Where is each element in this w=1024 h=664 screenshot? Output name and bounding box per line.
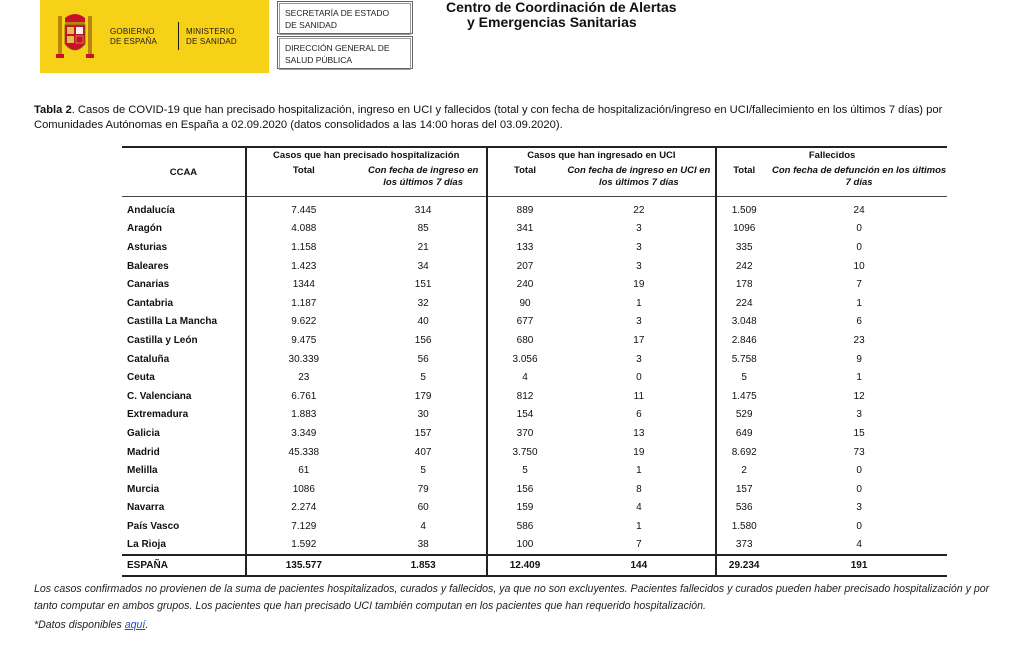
value-cell: 151 bbox=[414, 279, 432, 291]
value-cell: 5 bbox=[487, 461, 563, 480]
footnote-text: Los casos confirmados no provienen de la suma de pacientes hospitalizados, curados y fallecidos, ya que no son excluyentes. Pacientes fallecidos y curados pueden haber precisado hospitalización y por tanto computar en ambos grupos. Los pacientes que han precisado UCI también computan en los pacientes que han requerido hospitalización. bbox=[34, 583, 990, 612]
table-row bbox=[122, 275, 947, 294]
value-cell: 90 bbox=[487, 294, 563, 313]
value-cell: 1096 bbox=[716, 220, 771, 239]
value-cell: 1.509 bbox=[716, 197, 771, 220]
value-cell: 191 bbox=[771, 555, 947, 576]
value-cell: 30 bbox=[417, 409, 429, 421]
value-cell: 3 bbox=[856, 502, 862, 514]
value-cell: 6 bbox=[636, 409, 642, 421]
group-hospitalizacion-header: Casos que han precisado hospitalización bbox=[246, 147, 487, 163]
table-row bbox=[122, 499, 947, 518]
value-cell: 85 bbox=[417, 223, 429, 235]
datos-link[interactable]: aquí bbox=[124, 619, 146, 631]
value-cell: 7 bbox=[856, 279, 862, 291]
ccaa-name-cell: La Rioja bbox=[127, 539, 166, 551]
value-cell: 1 bbox=[636, 520, 642, 532]
value-cell: 5 bbox=[420, 372, 426, 384]
value-cell: 40 bbox=[417, 316, 429, 328]
value-cell: 5 bbox=[716, 368, 771, 387]
value-cell: 1.883 bbox=[246, 406, 361, 425]
value-cell: 133 bbox=[487, 238, 563, 257]
def-total-header: Total bbox=[716, 163, 771, 197]
covid-table bbox=[122, 146, 947, 577]
table-row bbox=[122, 443, 947, 462]
value-cell: 56 bbox=[417, 353, 429, 365]
value-cell: 3 bbox=[636, 223, 642, 235]
value-cell: 536 bbox=[716, 499, 771, 518]
table-row bbox=[122, 350, 947, 369]
value-cell: 529 bbox=[716, 406, 771, 425]
table-row bbox=[122, 480, 947, 499]
value-cell: 7 bbox=[636, 539, 642, 551]
ccaa-name-cell: ESPAÑA bbox=[122, 555, 246, 576]
ministerio-text: MINISTERIO DE SANIDAD bbox=[186, 27, 237, 46]
value-cell: 1.580 bbox=[716, 517, 771, 536]
value-cell: 8 bbox=[636, 483, 642, 495]
value-cell: 335 bbox=[716, 238, 771, 257]
value-cell: 1.853 bbox=[361, 555, 487, 576]
value-cell: 3.048 bbox=[716, 313, 771, 332]
value-cell: 100 bbox=[487, 536, 563, 556]
total-row bbox=[122, 555, 947, 576]
value-cell: 224 bbox=[716, 294, 771, 313]
value-cell: 0 bbox=[856, 520, 862, 532]
value-cell: 207 bbox=[487, 257, 563, 276]
ccaa-name-cell: Castilla La Mancha bbox=[127, 316, 218, 328]
hosp-7d-header: Con fecha de ingreso en los últimos 7 días bbox=[361, 163, 487, 197]
table-row bbox=[122, 257, 947, 276]
value-cell: 3.349 bbox=[246, 424, 361, 443]
value-cell: 1 bbox=[636, 465, 642, 477]
ccaa-header: CCAA bbox=[122, 147, 246, 197]
table-row bbox=[122, 294, 947, 313]
value-cell: 10 bbox=[853, 260, 865, 272]
value-cell: 17 bbox=[633, 334, 645, 346]
ccaa-name-cell: Navarra bbox=[127, 502, 165, 514]
table-row bbox=[122, 536, 947, 556]
ccaa-name-cell: Canarias bbox=[127, 279, 170, 291]
value-cell: 3 bbox=[636, 241, 642, 253]
value-cell: 12 bbox=[853, 390, 865, 402]
value-cell: 13 bbox=[633, 427, 645, 439]
value-cell: 889 bbox=[487, 197, 563, 220]
value-cell: 1.592 bbox=[246, 536, 361, 556]
secretaria-box: SECRETARÍA DE ESTADO DE SANIDAD bbox=[277, 1, 413, 34]
table-row bbox=[122, 406, 947, 425]
value-cell: 5 bbox=[420, 465, 426, 477]
value-cell: 1 bbox=[856, 297, 862, 309]
ccaes-title: Centro de Coordinación de Alertas y Emergencias Sanitarias bbox=[446, 0, 677, 30]
ccaa-name-cell: País Vasco bbox=[127, 520, 180, 532]
direccion-box: DIRECCIÓN GENERAL DE SALUD PÚBLICA bbox=[277, 36, 413, 69]
value-cell: 156 bbox=[487, 480, 563, 499]
table-row bbox=[122, 461, 947, 480]
value-cell: 144 bbox=[562, 555, 716, 576]
ccaa-name-cell: Castilla y León bbox=[127, 334, 198, 346]
table-row bbox=[122, 517, 947, 536]
value-cell: 1344 bbox=[246, 275, 361, 294]
value-cell: 240 bbox=[487, 275, 563, 294]
value-cell: 2.846 bbox=[716, 331, 771, 350]
value-cell: 157 bbox=[414, 427, 432, 439]
value-cell: 23 bbox=[853, 334, 865, 346]
value-cell: 9.622 bbox=[246, 313, 361, 332]
value-cell: 19 bbox=[633, 279, 645, 291]
value-cell: 3 bbox=[636, 260, 642, 272]
value-cell: 23 bbox=[246, 368, 361, 387]
value-cell: 178 bbox=[716, 275, 771, 294]
ccaa-name-cell: Melilla bbox=[127, 465, 158, 477]
value-cell: 3.750 bbox=[487, 443, 563, 462]
ccaa-name-cell: Aragón bbox=[127, 223, 162, 235]
value-cell: 12.409 bbox=[487, 555, 563, 576]
value-cell: 6 bbox=[856, 316, 862, 328]
value-cell: 11 bbox=[633, 390, 645, 402]
ccaa-name-cell: Baleares bbox=[127, 260, 169, 272]
value-cell: 341 bbox=[487, 220, 563, 239]
value-cell: 79 bbox=[417, 483, 429, 495]
uci-total-header: Total bbox=[487, 163, 563, 197]
ccaa-name-cell: Galicia bbox=[127, 427, 160, 439]
value-cell: 32 bbox=[417, 297, 429, 309]
value-cell: 156 bbox=[414, 334, 432, 346]
table-caption bbox=[34, 103, 996, 133]
value-cell: 135.577 bbox=[246, 555, 361, 576]
value-cell: 19 bbox=[633, 446, 645, 458]
gobierno-logo-block bbox=[40, 0, 269, 73]
value-cell: 1 bbox=[636, 297, 642, 309]
value-cell: 370 bbox=[487, 424, 563, 443]
table-row bbox=[122, 220, 947, 239]
value-cell: 3 bbox=[856, 409, 862, 421]
value-cell: 3 bbox=[636, 316, 642, 328]
uci-7d-header: Con fecha de ingreso en UCI en los últimos 7 días bbox=[562, 163, 716, 197]
table-row bbox=[122, 197, 947, 220]
group-fallecidos-header: Fallecidos bbox=[716, 147, 947, 163]
coat-of-arms-icon bbox=[54, 10, 96, 62]
value-cell: 4 bbox=[420, 520, 426, 532]
caption-label: Tabla 2 bbox=[34, 104, 72, 116]
value-cell: 3.056 bbox=[487, 350, 563, 369]
value-cell: 1.423 bbox=[246, 257, 361, 276]
value-cell: 677 bbox=[487, 313, 563, 332]
value-cell: 242 bbox=[716, 257, 771, 276]
value-cell: 29.234 bbox=[716, 555, 771, 576]
value-cell: 2.274 bbox=[246, 499, 361, 518]
value-cell: 812 bbox=[487, 387, 563, 406]
value-cell: 4 bbox=[856, 539, 862, 551]
gobierno-text: GOBIERNO DE ESPAÑA bbox=[110, 27, 157, 46]
ccaa-name-cell: Murcia bbox=[127, 483, 160, 495]
value-cell: 680 bbox=[487, 331, 563, 350]
value-cell: 0 bbox=[856, 223, 862, 235]
ccaa-name-cell: Asturias bbox=[127, 241, 168, 253]
value-cell: 4 bbox=[636, 502, 642, 514]
value-cell: 1 bbox=[856, 372, 862, 384]
value-cell: 373 bbox=[716, 536, 771, 556]
value-cell: 1.475 bbox=[716, 387, 771, 406]
datos-prefix: *Datos disponibles bbox=[34, 619, 125, 631]
value-cell: 0 bbox=[856, 465, 862, 477]
value-cell: 159 bbox=[487, 499, 563, 518]
value-cell: 34 bbox=[417, 260, 429, 272]
value-cell: 586 bbox=[487, 517, 563, 536]
value-cell: 407 bbox=[414, 446, 432, 458]
value-cell: 4 bbox=[487, 368, 563, 387]
value-cell: 8.692 bbox=[716, 443, 771, 462]
group-uci-header: Casos que han ingresado en UCI bbox=[487, 147, 717, 163]
value-cell: 38 bbox=[417, 539, 429, 551]
value-cell: 1.187 bbox=[246, 294, 361, 313]
value-cell: 5.758 bbox=[716, 350, 771, 369]
table-row bbox=[122, 368, 947, 387]
logo-divider bbox=[178, 22, 179, 50]
ccaa-name-cell: Extremadura bbox=[127, 409, 189, 421]
value-cell: 1086 bbox=[246, 480, 361, 499]
value-cell: 0 bbox=[856, 241, 862, 253]
table-row bbox=[122, 238, 947, 257]
caption-text: . Casos de COVID-19 que han precisado hospitalización, ingreso en UCI y fallecidos (total y con fecha de hospitalización/ingreso en UCI/fallecimiento en los últimos 7 días) por Comunidades Autónomas en España a 02.09.2020 (datos consolidados a las 14:00 horas del 03.09.2020). bbox=[34, 104, 943, 131]
value-cell: 73 bbox=[853, 446, 865, 458]
value-cell: 9 bbox=[856, 353, 862, 365]
value-cell: 6.761 bbox=[246, 387, 361, 406]
value-cell: 0 bbox=[856, 483, 862, 495]
table-row bbox=[122, 387, 947, 406]
value-cell: 21 bbox=[417, 241, 429, 253]
value-cell: 2 bbox=[716, 461, 771, 480]
value-cell: 61 bbox=[246, 461, 361, 480]
ccaa-name-cell: Ceuta bbox=[127, 372, 155, 384]
value-cell: 22 bbox=[633, 204, 645, 216]
ccaa-name-cell: Cataluña bbox=[127, 353, 170, 365]
value-cell: 60 bbox=[417, 502, 429, 514]
value-cell: 9.475 bbox=[246, 331, 361, 350]
value-cell: 7.445 bbox=[246, 197, 361, 220]
footnote-datos bbox=[34, 619, 148, 631]
value-cell: 15 bbox=[853, 427, 865, 439]
value-cell: 3 bbox=[636, 353, 642, 365]
table-row bbox=[122, 331, 947, 350]
value-cell: 0 bbox=[636, 372, 642, 384]
value-cell: 24 bbox=[853, 204, 865, 216]
ccaa-name-cell: Cantabria bbox=[127, 297, 174, 309]
ccaa-name-cell: C. Valenciana bbox=[127, 390, 192, 402]
value-cell: 30.339 bbox=[246, 350, 361, 369]
value-cell: 4.088 bbox=[246, 220, 361, 239]
def-7d-header: Con fecha de defunción en los últimos 7 días bbox=[771, 163, 947, 197]
table-body bbox=[122, 197, 947, 576]
value-cell: 154 bbox=[487, 406, 563, 425]
value-cell: 1.158 bbox=[246, 238, 361, 257]
ccaa-name-cell: Madrid bbox=[127, 446, 160, 458]
value-cell: 649 bbox=[716, 424, 771, 443]
value-cell: 179 bbox=[414, 390, 432, 402]
datos-suffix: . bbox=[145, 619, 149, 631]
table-row bbox=[122, 424, 947, 443]
value-cell: 314 bbox=[414, 204, 432, 216]
value-cell: 45.338 bbox=[246, 443, 361, 462]
value-cell: 157 bbox=[716, 480, 771, 499]
table-row bbox=[122, 313, 947, 332]
ccaa-name-cell: Andalucía bbox=[127, 204, 175, 216]
value-cell: 7.129 bbox=[246, 517, 361, 536]
hosp-total-header: Total bbox=[246, 163, 361, 197]
